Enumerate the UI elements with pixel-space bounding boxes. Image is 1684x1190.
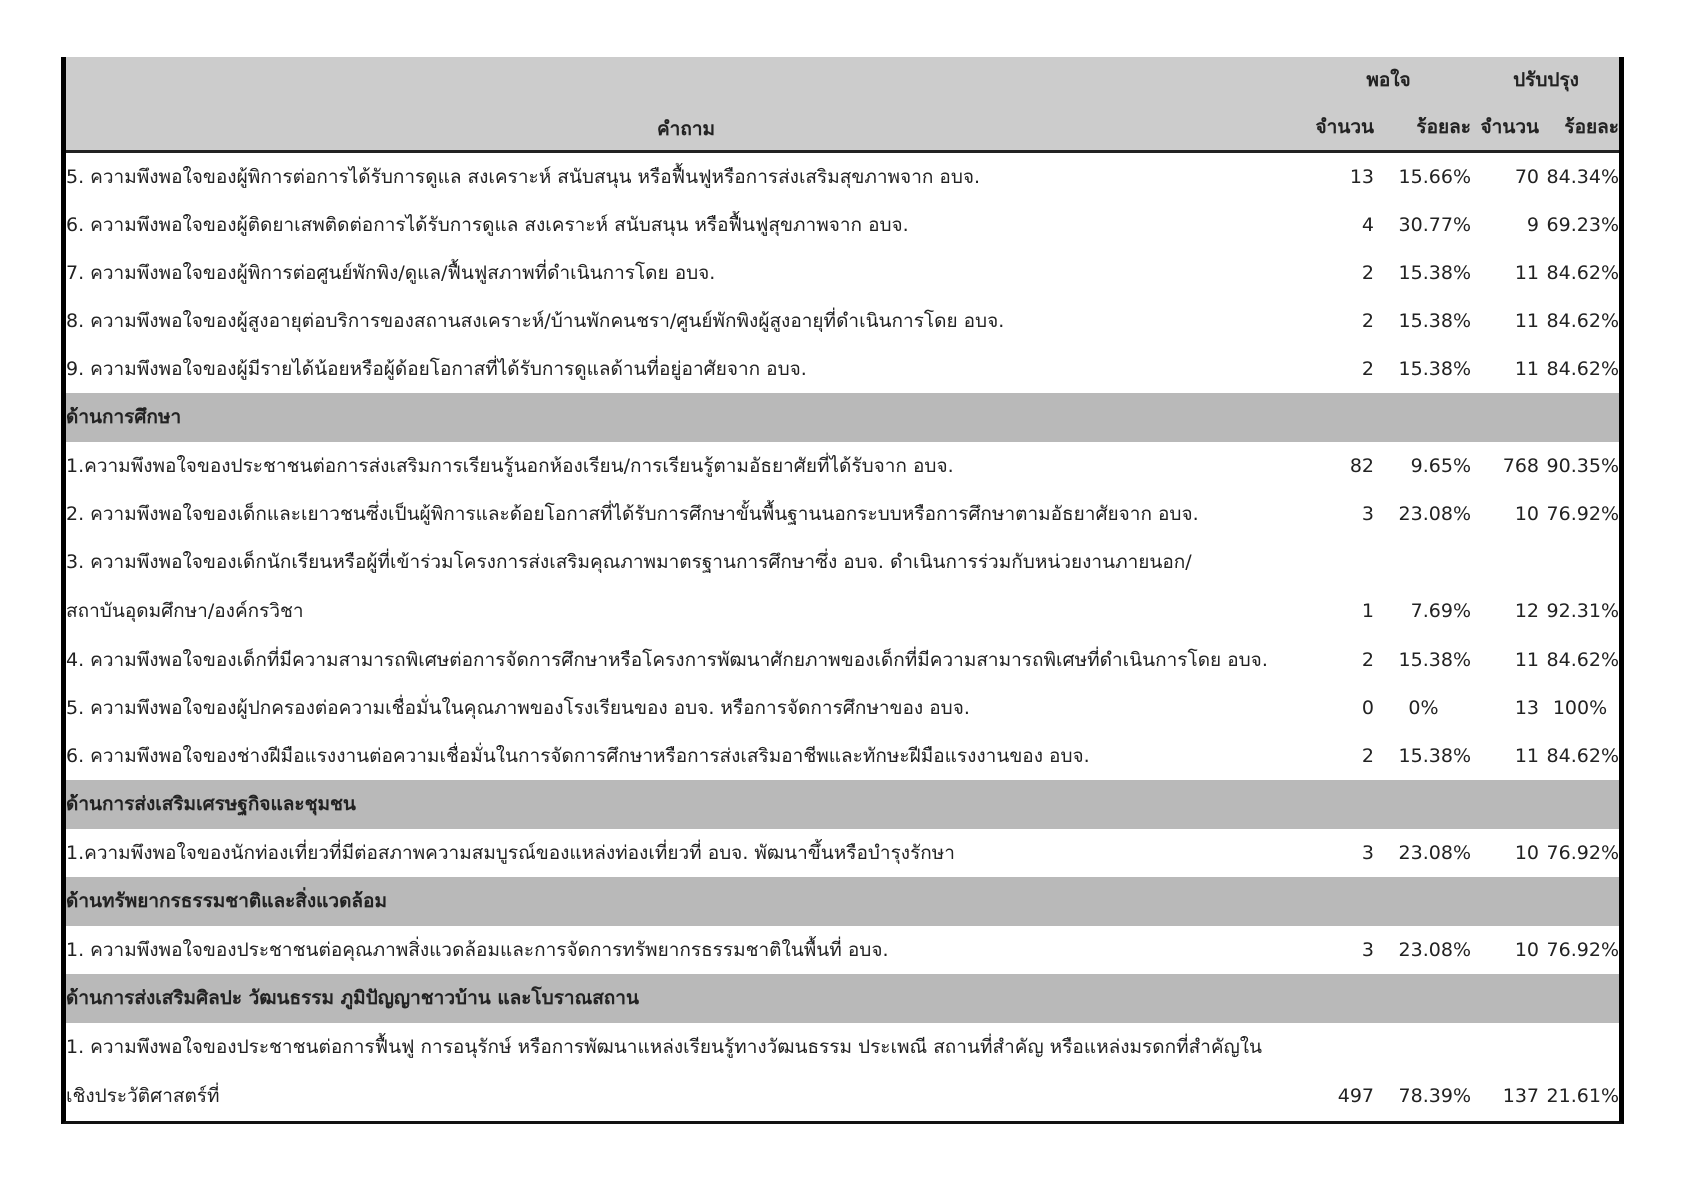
section-title: ด้านการส่งเสริมศิลปะ วัฒนธรรม ภูมิปัญญาชาวบ้าน และโบราณสถาน [66,987,639,1009]
satisfied-count: 82 [1349,455,1374,477]
header-imp-count: จำนวน [1480,116,1539,138]
satisfied-percent: 15.38% [1398,262,1471,284]
header-group-improve: ปรับปรุง [1513,69,1579,91]
satisfied-percent: 15.38% [1398,310,1471,332]
header-imp-percent: ร้อยละ [1564,116,1619,138]
satisfied-percent: 23.08% [1398,842,1471,864]
improve-percent: 76.92% [1546,939,1619,961]
section-title: ด้านการส่งเสริมเศรษฐกิจและชุมชน [66,793,356,815]
satisfied-count: 2 [1361,310,1374,332]
question-text: 6. ความพึงพอใจของผู้ติดยาเสพติดต่อการได้รับการดูแล สงเคราะห์ สนับสนุน หรือฟื้นฟูสุขภาพจาก อบจ. [66,214,909,236]
improve-percent: 84.62% [1546,649,1619,671]
improve-count: 11 [1514,262,1539,284]
satisfied-count: 13 [1349,166,1374,188]
question-text-line2: สถาบันอุดมศึกษา/องค์กรวิชา [66,600,304,622]
improve-percent: 69.23% [1546,214,1619,236]
question-text: 1. ความพึงพอใจของประชาชนต่อการฟื้นฟู การอนุรักษ์ หรือการพัฒนาแหล่งเรียนรู้ทางวัฒนธรรม ประเพณี สถานที่สำคัญ หรือแหล่งมรดกที่สำคัญใน [66,1036,1263,1058]
table-row [66,829,1619,877]
satisfied-count: 0 [1361,697,1374,719]
improve-count: 11 [1514,649,1539,671]
question-text: 3. ความพึงพอใจของเด็กนักเรียนหรือผู้ที่เข้าร่วมโครงการส่งเสริมคุณภาพมาตรฐานการศึกษาซึ่ง อบจ. ดำเนินการร่วมกับหน่วยงานภายนอก/ [66,551,1192,573]
question-text: 1. ความพึงพอใจของประชาชนต่อคุณภาพสิ่งแวดล้อมและการจัดการทรัพยากรธรรมชาติในพื้นที่ อบจ. [66,939,889,961]
improve-percent: 84.62% [1546,358,1619,380]
table-row [66,684,1619,732]
improve-count: 11 [1514,745,1539,767]
improve-percent: 90.35% [1546,455,1619,477]
satisfied-percent: 23.08% [1398,503,1471,525]
section-title: ด้านทรัพยากรธรรมชาติและสิ่งแวดล้อม [66,890,387,912]
satisfied-percent: 15.38% [1398,649,1471,671]
improve-count: 11 [1514,310,1539,332]
improve-count: 10 [1514,503,1539,525]
section-row [66,393,1619,442]
satisfied-count: 2 [1361,262,1374,284]
question-text: 1.ความพึงพอใจของนักท่องเที่ยวที่มีต่อสภาพความสมบูรณ์ของแหล่งท่องเที่ยวที่ อบจ. พัฒนาขึ้นหรือบำรุงรักษา [66,842,955,864]
header-sat-percent: ร้อยละ [1416,116,1471,138]
question-text: 5. ความพึงพอใจของผู้ปกครองต่อความเชื่อมั่นในคุณภาพของโรงเรียนของ อบจ. หรือการจัดการศึกษาของ อบจ. [66,697,970,719]
improve-count: 137 [1502,1085,1539,1107]
question-text: 4. ความพึงพอใจของเด็กที่มีความสามารถพิเศษต่อการจัดการศึกษาหรือโครงการพัฒนาศักยภาพของเด็กที่มีความสามารถพิเศษที่ดำเนินการโดย อบจ. [66,649,1268,671]
satisfied-percent: 9.65% [1410,455,1471,477]
header-question: คำถาม [656,118,716,140]
section-row [66,877,1619,926]
satisfaction-table [61,57,1624,1124]
improve-count: 12 [1514,600,1539,622]
satisfied-count: 2 [1361,649,1374,671]
section-title: ด้านการศึกษา [66,406,182,428]
satisfied-count: 1 [1361,600,1374,622]
table-row [66,249,1619,297]
table-row [66,345,1619,393]
table-row [66,538,1619,636]
question-text: 7. ความพึงพอใจของผู้พิการต่อศูนย์พักพิง/ดูแล/ฟื้นฟูสภาพที่ดำเนินการโดย อบจ. [66,262,716,284]
improve-count: 768 [1502,455,1539,477]
satisfied-percent: 15.66% [1398,166,1471,188]
improve-percent: 92.31% [1546,600,1619,622]
improve-percent: 100% [1552,697,1608,719]
header-group-satisfied: พอใจ [1366,69,1411,91]
table-row [66,442,1619,490]
table-row [66,636,1619,684]
satisfied-percent: 23.08% [1398,939,1471,961]
improve-percent: 84.62% [1546,745,1619,767]
question-text: 9. ความพึงพอใจของผู้มีรายได้น้อยหรือผู้ด้อยโอกาสที่ได้รับการดูแลด้านที่อยู่อาศัยจาก อบจ. [66,358,807,380]
question-text: 5. ความพึงพอใจของผู้พิการต่อการได้รับการดูแล สงเคราะห์ สนับสนุน หรือฟื้นฟูหรือการส่งเสริมสุขภาพจาก อบจ. [66,166,981,188]
improve-count: 13 [1514,697,1539,719]
section-row [66,974,1619,1023]
satisfied-percent: 78.39% [1398,1085,1471,1107]
table-row [66,490,1619,538]
improve-percent: 76.92% [1546,842,1619,864]
table-row [66,1023,1619,1121]
table-header [66,57,1619,153]
satisfied-count: 3 [1361,842,1374,864]
satisfied-count: 3 [1361,939,1374,961]
question-text-line2: เชิงประวัติศาสตร์ที่ [66,1085,220,1107]
table-row [66,153,1619,201]
improve-count: 10 [1514,939,1539,961]
header-sat-count: จำนวน [1315,116,1374,138]
satisfied-count: 497 [1337,1085,1374,1107]
question-text: 6. ความพึงพอใจของช่างฝีมือแรงงานต่อความเชื่อมั่นในการจัดการศึกษาหรือการส่งเสริมอาชีพและทักษะฝีมือแรงงานของ อบจ. [66,745,1090,767]
satisfied-count: 3 [1361,503,1374,525]
improve-count: 11 [1514,358,1539,380]
question-text: 1.ความพึงพอใจของประชาชนต่อการส่งเสริมการเรียนรู้นอกห้องเรียน/การเรียนรู้ตามอัธยาศัยที่ได้รับจาก อบจ. [66,455,954,477]
table-row [66,732,1619,780]
satisfied-count: 2 [1361,745,1374,767]
improve-percent: 84.62% [1546,262,1619,284]
question-text: 2. ความพึงพอใจของเด็กและเยาวชนซึ่งเป็นผู้พิการและด้อยโอกาสที่ได้รับการศึกษาขั้นพื้นฐานนอกระบบหรือการศึกษาตามอัธยาศัยจาก อบจ. [66,503,1199,525]
improve-percent: 84.62% [1546,310,1619,332]
table-row [66,297,1619,345]
improve-count: 10 [1514,842,1539,864]
improve-percent: 76.92% [1546,503,1619,525]
table-body [66,153,1619,1121]
improve-percent: 84.34% [1546,166,1619,188]
question-text: 8. ความพึงพอใจของผู้สูงอายุต่อบริการของสถานสงเคราะห์/บ้านพักคนชรา/ศูนย์พักพิงผู้สูงอายุที่ดำเนินการโดย อบจ. [66,310,1005,332]
table-row [66,926,1619,974]
satisfied-count: 4 [1361,214,1374,236]
section-row [66,780,1619,829]
satisfied-percent: 0% [1408,697,1439,719]
improve-percent: 21.61% [1546,1085,1619,1107]
satisfied-percent: 15.38% [1398,745,1471,767]
satisfied-count: 2 [1361,358,1374,380]
improve-count: 9 [1526,214,1539,236]
satisfied-percent: 30.77% [1398,214,1471,236]
table-row [66,201,1619,249]
satisfied-percent: 15.38% [1398,358,1471,380]
improve-count: 70 [1514,166,1539,188]
satisfied-percent: 7.69% [1410,600,1471,622]
